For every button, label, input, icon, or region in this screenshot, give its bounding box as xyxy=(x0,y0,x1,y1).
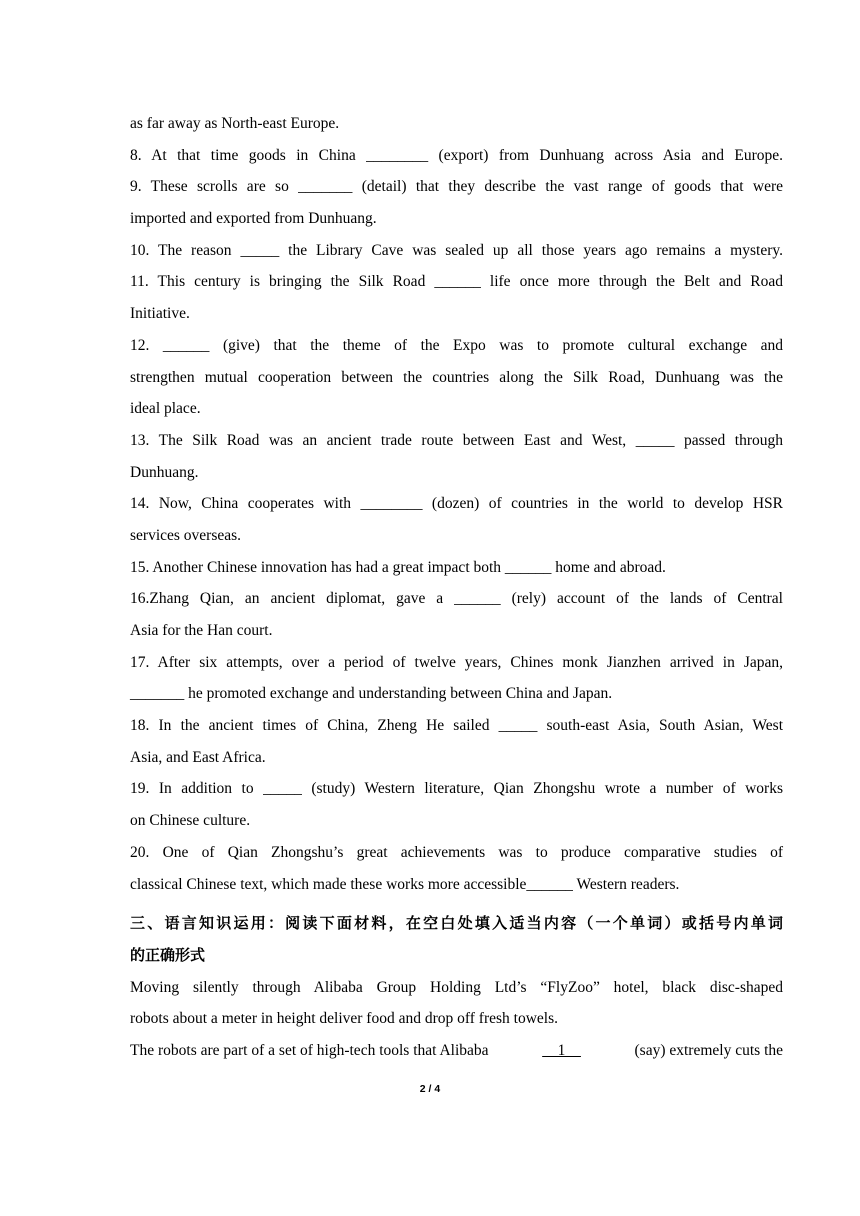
passage-para-2 xyxy=(130,1035,783,1067)
text-line-1: as far away as North-east Europe. xyxy=(130,115,340,132)
blank-1: 1 xyxy=(542,1041,581,1059)
question-9: 9. These scrolls are so _______ (detail) that they describe the vast range of goods that were xyxy=(130,178,783,196)
question-13: 13. The Silk Road was an ancient trade route between East and West, _____ passed through xyxy=(130,431,783,449)
question-18-cont: Asia, and East Africa. xyxy=(130,748,266,766)
question-16-cont: Asia for the Han court. xyxy=(130,622,273,639)
passage-para-1: Moving silently through Alibaba Group Holding Ltd’s “FlyZoo” hotel, black disc-shaped xyxy=(130,978,783,996)
question-11-cont: Initiative. xyxy=(130,305,190,323)
question-9-cont: imported and exported from Dunhuang. xyxy=(130,210,377,228)
question-12-cont-2: ideal place. xyxy=(130,400,201,418)
passage-para-2-before: The robots are part of a set of high-tech tools that Alibaba xyxy=(130,1041,493,1059)
question-20-cont: classical Chinese text, which made these works more accessible______ Western readers. xyxy=(130,875,680,893)
question-8: 8. At that time goods in China ________ (export) from Dunhuang across Asia and Europe. xyxy=(130,146,783,164)
question-12: 12. ______ (give) that the theme of the Expo was to promote cultural exchange and xyxy=(130,336,783,354)
question-17: 17. After six attempts, over a period of twelve years, Chines monk Jianzhen arrived in Japan, xyxy=(130,653,783,671)
passage-para-1-cont: robots about a meter in height deliver food and drop off fresh towels. xyxy=(130,1010,559,1028)
question-19-cont: on Chinese culture. xyxy=(130,812,251,830)
question-12-cont-1: strengthen mutual cooperation between the countries along the Silk Road, Dunhuang was the xyxy=(130,368,783,386)
question-16: 16.Zhang Qian, an ancient diplomat, gave a ______ (rely) account of the lands of Central xyxy=(130,590,783,608)
question-10: 10. The reason _____ the Library Cave was sealed up all those years ago remains a mystery. xyxy=(130,241,783,259)
question-14-cont: services overseas. xyxy=(130,526,242,544)
passage-para-2-after: (say) extremely cuts the xyxy=(630,1041,783,1059)
question-13-cont: Dunhuang. xyxy=(130,463,199,481)
section-3-heading-cont: 的正确形式 xyxy=(130,945,206,964)
question-11: 11. This century is bringing the Silk Road ______ life once more through the Belt and Road xyxy=(130,273,783,291)
section-gap xyxy=(130,900,783,908)
question-19: 19. In addition to _____ (study) Western literature, Qian Zhongshu wrote a number of works xyxy=(130,780,783,798)
document-page xyxy=(130,108,783,1067)
question-17-cont: _______ he promoted exchange and understanding between China and Japan. xyxy=(130,685,613,703)
page-number: 2 / 4 xyxy=(419,1083,441,1095)
section-3-heading: 三、语言知识运用：阅读下面材料，在空白处填入适当内容（一个单词）或括号内单词 xyxy=(130,914,783,933)
question-20: 20. One of Qian Zhongshu’s great achievements was to produce comparative studies of xyxy=(130,843,783,861)
question-14: 14. Now, China cooperates with ________ (dozen) of countries in the world to develop HSR xyxy=(130,495,783,513)
question-18: 18. In the ancient times of China, Zheng He sailed _____ south-east Asia, South Asian, West xyxy=(130,717,783,735)
question-15: 15. Another Chinese innovation has had a great impact both ______ home and abroad. xyxy=(130,558,666,576)
